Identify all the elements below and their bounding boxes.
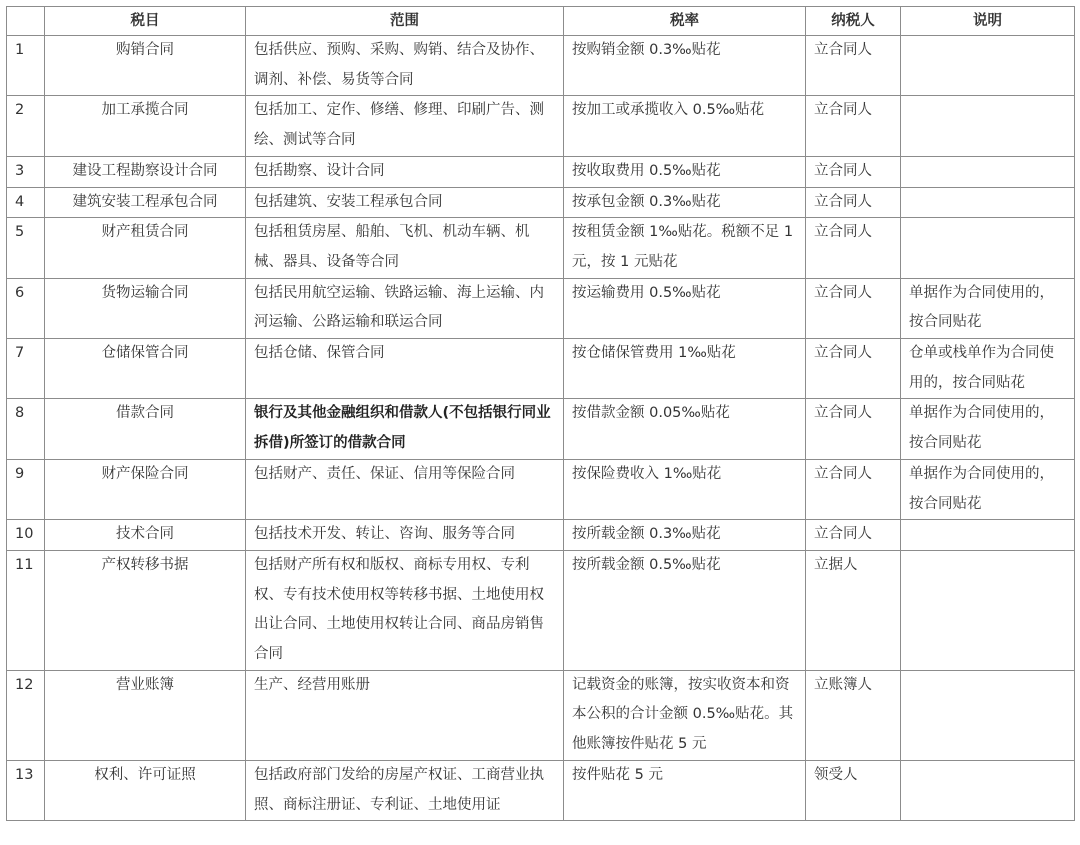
- row-index: 11: [7, 550, 45, 670]
- row-item: 权利、许可证照: [45, 760, 246, 820]
- header-scope: 范围: [246, 7, 564, 36]
- row-payer: 立合同人: [806, 36, 901, 96]
- row-index: 7: [7, 339, 45, 399]
- table-header-row: [7, 7, 1075, 36]
- row-item: 财产保险合同: [45, 459, 246, 519]
- row-rate: 按仓储保管费用 1‰贴花: [564, 339, 806, 399]
- row-payer: 立合同人: [806, 218, 901, 278]
- table-row: [7, 459, 1075, 519]
- row-item: 借款合同: [45, 399, 246, 459]
- stamp-tax-table: [6, 6, 1075, 821]
- row-note: [901, 218, 1075, 278]
- row-scope: 包括仓储、保管合同: [246, 339, 564, 399]
- header-index: [7, 7, 45, 36]
- row-index: 2: [7, 96, 45, 156]
- row-note: [901, 156, 1075, 187]
- table-row: [7, 96, 1075, 156]
- row-index: 4: [7, 187, 45, 218]
- row-note: [901, 760, 1075, 820]
- header-payer: 纳税人: [806, 7, 901, 36]
- row-payer: 立合同人: [806, 187, 901, 218]
- row-scope: 包括建筑、安装工程承包合同: [246, 187, 564, 218]
- row-item: 建筑安装工程承包合同: [45, 187, 246, 218]
- row-payer: 立合同人: [806, 156, 901, 187]
- row-rate: 按所载金额 0.3‰贴花: [564, 520, 806, 551]
- row-note: 仓单或栈单作为合同使用的，按合同贴花: [901, 339, 1075, 399]
- row-scope: 包括勘察、设计合同: [246, 156, 564, 187]
- row-payer: 立合同人: [806, 96, 901, 156]
- row-rate: 按保险费收入 1‰贴花: [564, 459, 806, 519]
- table-row: [7, 520, 1075, 551]
- row-scope: 包括技术开发、转让、咨询、服务等合同: [246, 520, 564, 551]
- row-index: 12: [7, 670, 45, 760]
- row-note: 单据作为合同使用的，按合同贴花: [901, 399, 1075, 459]
- row-note: 单据作为合同使用的，按合同贴花: [901, 278, 1075, 338]
- row-item: 产权转移书据: [45, 550, 246, 670]
- table-row: [7, 339, 1075, 399]
- row-index: 5: [7, 218, 45, 278]
- row-note: [901, 550, 1075, 670]
- row-note: 单据作为合同使用的，按合同贴花: [901, 459, 1075, 519]
- row-item: 购销合同: [45, 36, 246, 96]
- row-index: 10: [7, 520, 45, 551]
- row-note: [901, 670, 1075, 760]
- row-scope: 生产、经营用账册: [246, 670, 564, 760]
- table-row: [7, 399, 1075, 459]
- row-scope: 包括财产、责任、保证、信用等保险合同: [246, 459, 564, 519]
- row-rate: 按加工或承揽收入 0.5‰贴花: [564, 96, 806, 156]
- row-index: 8: [7, 399, 45, 459]
- row-index: 1: [7, 36, 45, 96]
- row-rate: 记载资金的账簿，按实收资本和资本公积的合计金额 0.5‰贴花。其他账簿按件贴花 5 元: [564, 670, 806, 760]
- row-payer: 立据人: [806, 550, 901, 670]
- row-index: 3: [7, 156, 45, 187]
- row-rate: 按运输费用 0.5‰贴花: [564, 278, 806, 338]
- table-row: [7, 36, 1075, 96]
- header-note: 说明: [901, 7, 1075, 36]
- row-scope: 包括政府部门发给的房屋产权证、工商营业执照、商标注册证、专利证、土地使用证: [246, 760, 564, 820]
- row-scope: 银行及其他金融组织和借款人(不包括银行同业拆借)所签订的借款合同: [246, 399, 564, 459]
- table-row: [7, 670, 1075, 760]
- row-note: [901, 187, 1075, 218]
- row-rate: 按所载金额 0.5‰贴花: [564, 550, 806, 670]
- table-row: [7, 187, 1075, 218]
- row-payer: 领受人: [806, 760, 901, 820]
- row-rate: 按承包金额 0.3‰贴花: [564, 187, 806, 218]
- table-row: [7, 550, 1075, 670]
- header-rate: 税率: [564, 7, 806, 36]
- row-index: 13: [7, 760, 45, 820]
- row-payer: 立合同人: [806, 399, 901, 459]
- row-scope: 包括民用航空运输、铁路运输、海上运输、内河运输、公路运输和联运合同: [246, 278, 564, 338]
- row-item: 货物运输合同: [45, 278, 246, 338]
- row-rate: 按购销金额 0.3‰贴花: [564, 36, 806, 96]
- row-scope: 包括租赁房屋、船舶、飞机、机动车辆、机械、器具、设备等合同: [246, 218, 564, 278]
- row-index: 6: [7, 278, 45, 338]
- row-item: 仓储保管合同: [45, 339, 246, 399]
- row-payer: 立合同人: [806, 520, 901, 551]
- row-index: 9: [7, 459, 45, 519]
- row-item: 建设工程勘察设计合同: [45, 156, 246, 187]
- table-row: [7, 218, 1075, 278]
- row-rate: 按件贴花 5 元: [564, 760, 806, 820]
- row-payer: 立合同人: [806, 459, 901, 519]
- table-row: [7, 156, 1075, 187]
- row-payer: 立账簿人: [806, 670, 901, 760]
- row-item: 技术合同: [45, 520, 246, 551]
- row-payer: 立合同人: [806, 339, 901, 399]
- row-scope: 包括财产所有权和版权、商标专用权、专利权、专有技术使用权等转移书据、土地使用权出让合同、土地使用权转让合同、商品房销售合同: [246, 550, 564, 670]
- row-rate: 按收取费用 0.5‰贴花: [564, 156, 806, 187]
- table-row: [7, 278, 1075, 338]
- row-note: [901, 36, 1075, 96]
- row-note: [901, 96, 1075, 156]
- row-scope: 包括供应、预购、采购、购销、结合及协作、调剂、补偿、易货等合同: [246, 36, 564, 96]
- row-item: 加工承揽合同: [45, 96, 246, 156]
- table-row: [7, 760, 1075, 820]
- row-rate: 按借款金额 0.05‰贴花: [564, 399, 806, 459]
- row-scope: 包括加工、定作、修缮、修理、印刷广告、测绘、测试等合同: [246, 96, 564, 156]
- row-rate: 按租赁金额 1‰贴花。税额不足 1 元，按 1 元贴花: [564, 218, 806, 278]
- header-item: 税目: [45, 7, 246, 36]
- row-item: 财产租赁合同: [45, 218, 246, 278]
- row-note: [901, 520, 1075, 551]
- row-payer: 立合同人: [806, 278, 901, 338]
- row-item: 营业账簿: [45, 670, 246, 760]
